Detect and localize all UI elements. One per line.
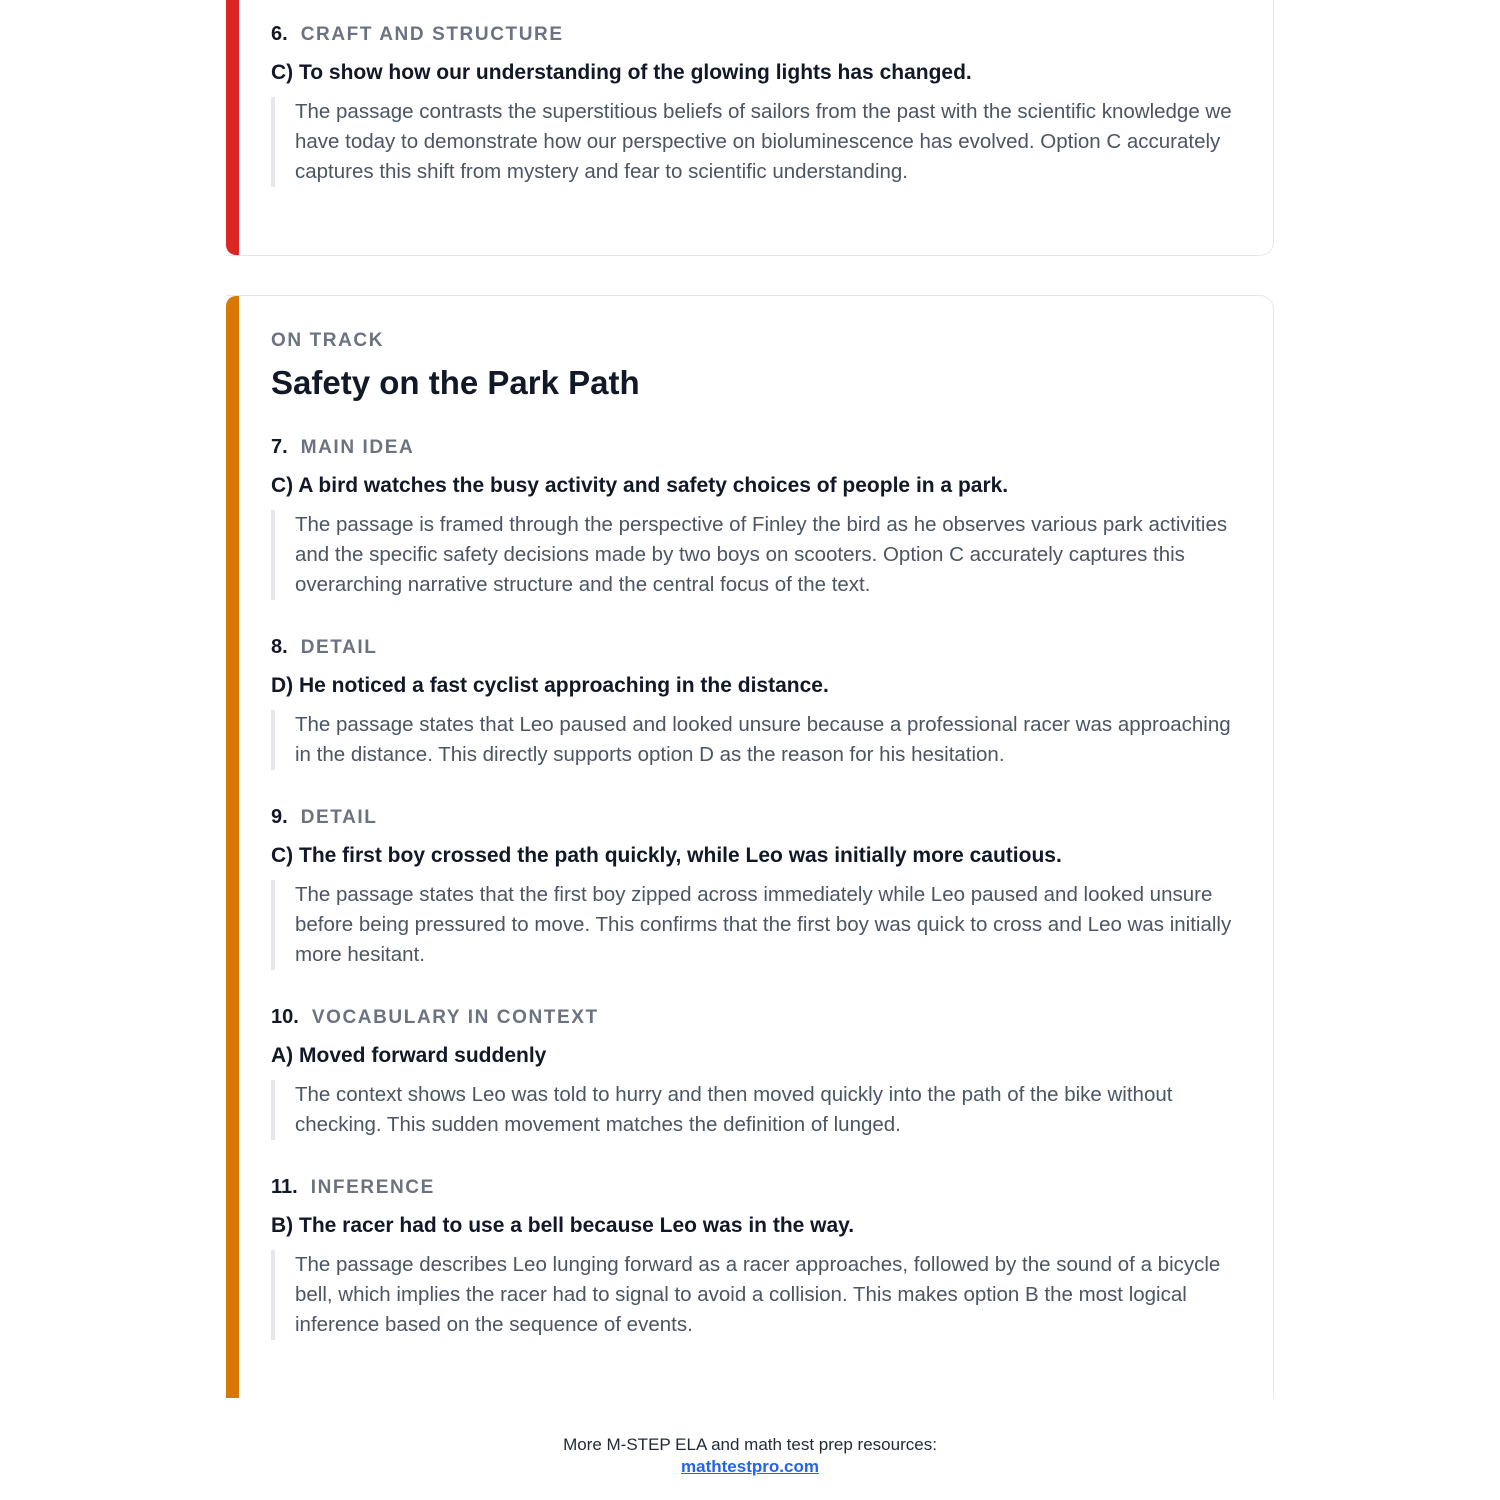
question-skill: VOCABULARY IN CONTEXT (311, 1007, 599, 1028)
question-answer: C) A bird watches the busy activity and safety choices of people in a park. (271, 474, 1009, 497)
question-skill: DETAIL (300, 807, 378, 828)
question-explanation: The passage describes Leo lunging forward as a racer approaches, followed by the sound of a bicycle bell, which implies the racer had to signal to avoid a collision. This makes option B the most logical inference based on the sequence of events. (271, 1250, 1233, 1340)
question-skill: CRAFT AND STRUCTURE (300, 24, 564, 45)
footer (0, 1434, 1500, 1478)
card-accent-bar-red (226, 0, 239, 255)
question-explanation: The passage contrasts the superstitious beliefs of sailors from the past with the scientific knowledge we have today to demonstrate how our perspective on bioluminescence has evolved. Option C accurately captures this shift from mystery and fear to scientific understanding. (271, 97, 1233, 187)
performance-status: ON TRACK (271, 330, 385, 351)
results-card-passage (226, 295, 1274, 1398)
passage-title: Safety on the Park Path (271, 364, 640, 401)
question-explanation: The passage states that the first boy zipped across immediately while Leo paused and looked unsure before being pressured to move. This confirms that the first boy was quick to cross and Leo was initially more hesitant. (271, 880, 1233, 970)
question-6 (271, 0, 1233, 187)
question-header (271, 1173, 1233, 1202)
question-11 (271, 1173, 1233, 1340)
question-10 (271, 1003, 1233, 1140)
question-header (271, 803, 1233, 832)
question-skill: INFERENCE (310, 1177, 435, 1198)
question-number: 10. (271, 1006, 299, 1028)
question-9 (271, 803, 1233, 970)
question-header (271, 1003, 1233, 1032)
question-explanation: The passage states that Leo paused and looked unsure because a professional racer was approaching in the distance. This directly supports option D as the reason for his hesitation. (271, 710, 1233, 770)
question-answer: A) Moved forward suddenly (271, 1044, 547, 1067)
question-answer: C) The first boy crossed the path quickly, while Leo was initially more cautious. (271, 844, 1062, 867)
question-number: 6. (271, 23, 288, 45)
card-accent-bar-orange (226, 296, 239, 1398)
question-explanation: The passage is framed through the perspective of Finley the bird as he observes various park activities and the specific safety decisions made by two boys on scooters. Option C accurately captures this overarching narrative structure and the central focus of the text. (271, 510, 1233, 600)
question-answer: B) The racer had to use a bell because Leo was in the way. (271, 1214, 855, 1237)
question-8 (271, 633, 1233, 770)
question-header (271, 633, 1233, 662)
question-header (271, 20, 1233, 49)
question-skill: DETAIL (300, 637, 378, 658)
question-explanation: The context shows Leo was told to hurry and then moved quickly into the path of the bike without checking. This sudden movement matches the definition of lunged. (271, 1080, 1233, 1140)
footer-link[interactable]: mathtestpro.com (681, 1457, 819, 1476)
results-card-previous (226, 0, 1274, 256)
question-number: 7. (271, 436, 288, 458)
question-header (271, 433, 1233, 462)
question-number: 8. (271, 636, 288, 658)
question-number: 11. (271, 1176, 298, 1198)
question-7 (271, 433, 1233, 600)
question-number: 9. (271, 806, 288, 828)
question-answer: D) He noticed a fast cyclist approaching in the distance. (271, 674, 829, 697)
question-skill: MAIN IDEA (300, 437, 415, 458)
footer-text: More M-STEP ELA and math test prep resources: (563, 1435, 937, 1454)
question-answer: C) To show how our understanding of the glowing lights has changed. (271, 61, 972, 84)
